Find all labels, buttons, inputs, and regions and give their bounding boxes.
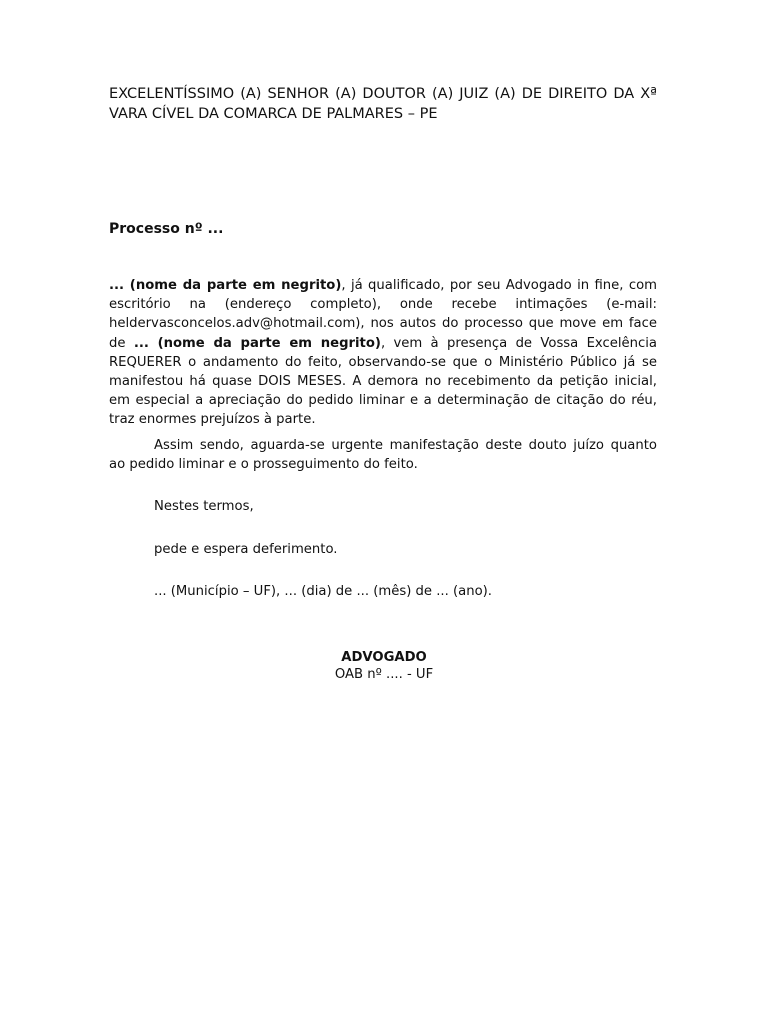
party-name-defendant: ... (nome da parte em negrito) [133, 335, 381, 351]
petition-body [109, 276, 657, 474]
second-paragraph: Assim sendo, aguarda-se urgente manifestação deste douto juízo quanto ao pedido liminar e o prosseguimento do feito. [109, 437, 657, 472]
signature-oab: OAB nº .... - UF [334, 667, 434, 682]
addressee-heading: EXCELENTÍSSIMO (A) SENHOR (A) DOUTOR (A) JUIZ (A) DE DIREITO DA Xª VARA CÍVEL DA COMARCA DE PALMARES – PE [109, 86, 657, 122]
first-paragraph [109, 276, 657, 430]
party-name-plaintiff: ... (nome da parte em negrito) [109, 278, 342, 293]
closing-request: pede e espera deferimento. [154, 542, 338, 557]
process-number: Processo nº ... [109, 221, 224, 237]
paragraph-text-part1: , já qualificado, por seu Advogado in fine, com escritório na (endereço completo), onde recebe intimações (e-mail: heldervasconcelos.adv@hotmail.com), nos autos do processo que move em face de [109, 278, 658, 351]
paragraph-text-part2: , vem à presença de Vossa Excelência REQUERER o andamento do feito, observando-se que o Ministério Público já se manifestou há quase DOIS MESES. A demora no recebimento da petição inicial, em especial a apreciação do pedido liminar e a determinação de citação do réu, traz enormes prejuízos à parte. [109, 335, 657, 428]
closing-terms: Nestes termos, [154, 499, 254, 514]
place-and-date: ... (Município – UF), ... (dia) de ... (mês) de ... (ano). [154, 584, 492, 599]
signature-name: ADVOGADO [341, 650, 427, 665]
